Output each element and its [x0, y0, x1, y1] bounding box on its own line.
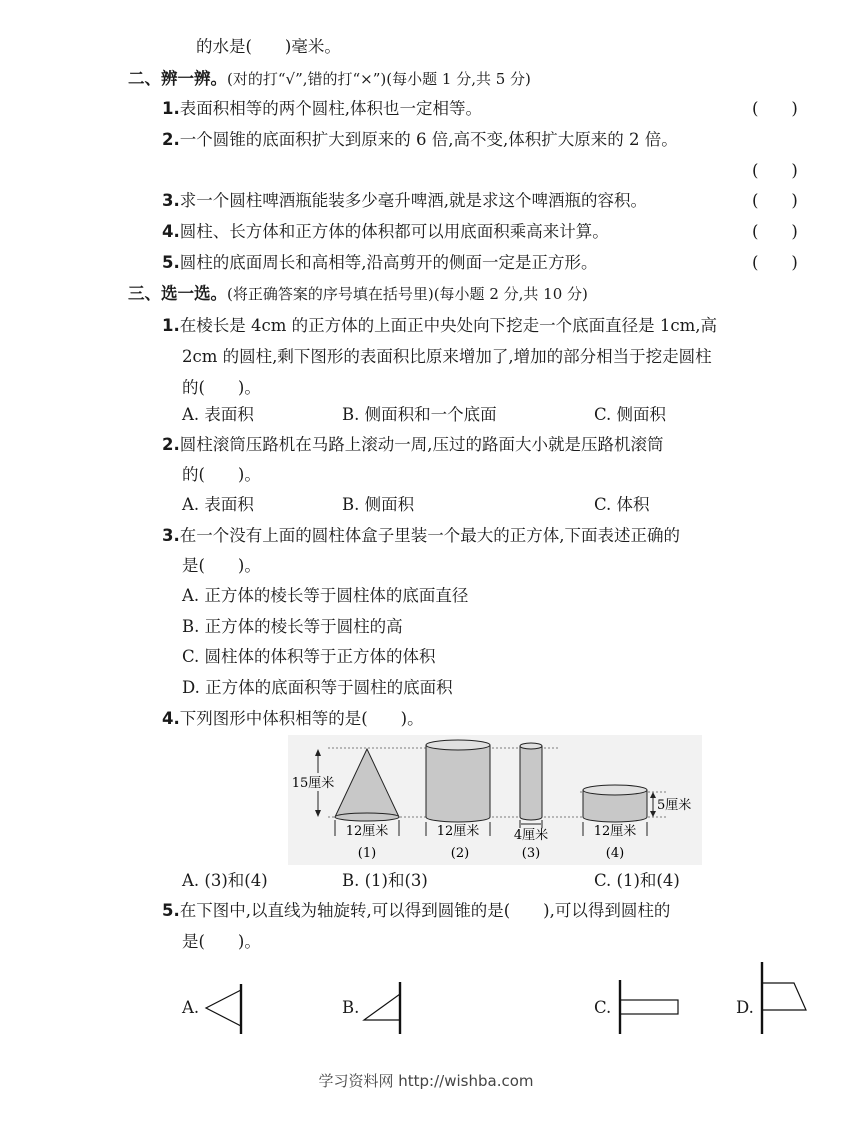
q5-option-c-figure[interactable] — [614, 978, 684, 1036]
question-number: 1. — [162, 316, 180, 335]
item-number: 4. — [162, 222, 180, 241]
q5-option-d-figure[interactable] — [756, 960, 812, 1036]
q3-line-1 — [162, 525, 680, 547]
cylinder-body — [426, 745, 490, 817]
width-label-2: 12厘米 — [436, 824, 480, 839]
item-number: 2. — [162, 130, 180, 149]
caption-1: (1) — [357, 846, 377, 861]
item-text: 圆柱的底面周长和高相等,沿高剪开的侧面一定是正方形。 — [179, 253, 598, 272]
caption-3: (3) — [521, 846, 541, 861]
q1-option-b[interactable]: B. 侧面积和一个底面 — [342, 405, 497, 424]
q5-line-1 — [162, 900, 670, 922]
q4-figure — [288, 735, 702, 865]
q5-option-b-label[interactable]: B. — [342, 998, 360, 1017]
q4-line-1 — [162, 708, 424, 730]
judge-item-5 — [162, 252, 598, 274]
trapezoid-shape — [762, 983, 806, 1010]
q3-option-a[interactable]: A. 正方体的棱长等于圆柱体的底面直径 — [182, 586, 469, 605]
height-label: 15厘米 — [291, 776, 335, 791]
width-label-3: 4厘米 — [513, 828, 549, 843]
item-text: 表面积相等的两个圆柱,体积也一定相等。 — [179, 99, 482, 118]
right-triangle-shape — [364, 994, 400, 1020]
q4-option-a[interactable]: A. (3)和(4) — [182, 871, 268, 890]
judge-item-2 — [162, 129, 678, 151]
caption-4: (4) — [605, 846, 625, 861]
triangle-shape — [206, 990, 241, 1026]
q4-option-c[interactable]: C. (1)和(4) — [594, 871, 680, 890]
q5-line-2: 是( )。 — [182, 932, 261, 951]
q2-option-a[interactable]: A. 表面积 — [182, 495, 254, 514]
section3-heading — [128, 283, 588, 305]
item-number: 1. — [162, 99, 180, 118]
q2-line-1 — [162, 434, 664, 456]
question-number: 2. — [162, 435, 180, 454]
q3-line-2: 是( )。 — [182, 556, 261, 575]
q5-option-a-figure[interactable] — [204, 982, 248, 1036]
item-text: 求一个圆柱啤酒瓶能装多少毫升啤酒,就是求这个啤酒瓶的容积。 — [179, 191, 647, 210]
question-text: 在一个没有上面的圆柱体盒子里装一个最大的正方体,下面表述正确的 — [179, 526, 680, 545]
item-text: 圆柱、长方体和正方体的体积都可以用底面积乘高来计算。 — [179, 222, 609, 241]
q4-option-b[interactable]: B. (1)和(3) — [342, 871, 428, 890]
q3-option-c[interactable]: C. 圆柱体的体积等于正方体的体积 — [182, 647, 436, 666]
thin-cylinder-top — [520, 743, 542, 749]
answer-blank[interactable]: ( ) — [752, 253, 798, 272]
q1-option-a[interactable]: A. 表面积 — [182, 405, 254, 424]
judge-item-4 — [162, 221, 609, 243]
small-height-label: 5厘米 — [657, 798, 692, 813]
caption-2: (2) — [450, 846, 470, 861]
q3-option-d[interactable]: D. 正方体的底面积等于圆柱的底面积 — [182, 678, 453, 697]
q5-option-b-figure[interactable] — [360, 980, 408, 1036]
section3-note: (将正确答案的序号填在括号里)(每小题 2 分,共 10 分) — [227, 285, 588, 303]
question-number: 4. — [162, 709, 180, 728]
cone-base — [335, 813, 399, 821]
item-number: 3. — [162, 191, 180, 210]
section2-note: (对的打“√”,错的打“×”)(每小题 1 分,共 5 分) — [227, 70, 531, 88]
thin-cylinder-body — [520, 746, 542, 817]
answer-blank[interactable]: ( ) — [752, 161, 798, 180]
question-number: 3. — [162, 526, 180, 545]
footer-watermark: 学习资料网 http://wishba.com — [318, 1072, 534, 1090]
thin-cylinder-bottom — [520, 817, 542, 820]
section2-title: 二、辨一辨。 — [128, 69, 227, 88]
q1-line-3: 的( )。 — [182, 378, 261, 397]
question-text: 下列图形中体积相等的是( )。 — [179, 709, 424, 728]
question-text: 在下图中,以直线为轴旋转,可以得到圆锥的是( ),可以得到圆柱的 — [179, 901, 671, 920]
q2-option-c[interactable]: C. 体积 — [594, 495, 650, 514]
width-label-1: 12厘米 — [345, 824, 389, 839]
q1-option-c[interactable]: C. 侧面积 — [594, 405, 667, 424]
q1-line-2: 2cm 的圆柱,剩下图形的表面积比原来增加了,增加的部分相当于挖走圆柱 — [182, 347, 712, 366]
q5-option-c-label[interactable]: C. — [594, 998, 612, 1017]
short-cylinder-top — [583, 785, 647, 795]
item-text: 一个圆锥的底面积扩大到原来的 6 倍,高不变,体积扩大原来的 2 倍。 — [179, 130, 678, 149]
question-text: 圆柱滚筒压路机在马路上滚动一周,压过的路面大小就是压路机滚筒 — [179, 435, 664, 454]
answer-blank[interactable]: ( ) — [752, 191, 798, 210]
question-number: 5. — [162, 901, 180, 920]
answer-blank[interactable]: ( ) — [752, 99, 798, 118]
section3-title: 三、选一选。 — [128, 284, 227, 303]
width-label-4: 12厘米 — [593, 824, 637, 839]
judge-item-1 — [162, 98, 482, 120]
answer-blank[interactable]: ( ) — [752, 222, 798, 241]
continuation-line: 的水是( )毫米。 — [196, 37, 341, 56]
rectangle-shape — [620, 1000, 678, 1014]
item-number: 5. — [162, 253, 180, 272]
question-text: 在棱长是 4cm 的正方体的上面正中央处向下挖走一个底面直径是 1cm,高 — [179, 316, 717, 335]
cylinder-top — [426, 740, 490, 750]
q5-option-d-label[interactable]: D. — [736, 998, 754, 1017]
q2-line-2: 的( )。 — [182, 465, 261, 484]
judge-item-3 — [162, 190, 647, 212]
q3-option-b[interactable]: B. 正方体的棱长等于圆柱的高 — [182, 617, 403, 636]
q2-option-b[interactable]: B. 侧面积 — [342, 495, 415, 514]
q1-line-1 — [162, 315, 717, 337]
q5-option-a-label[interactable]: A. — [182, 998, 200, 1017]
section2-heading — [128, 68, 531, 90]
